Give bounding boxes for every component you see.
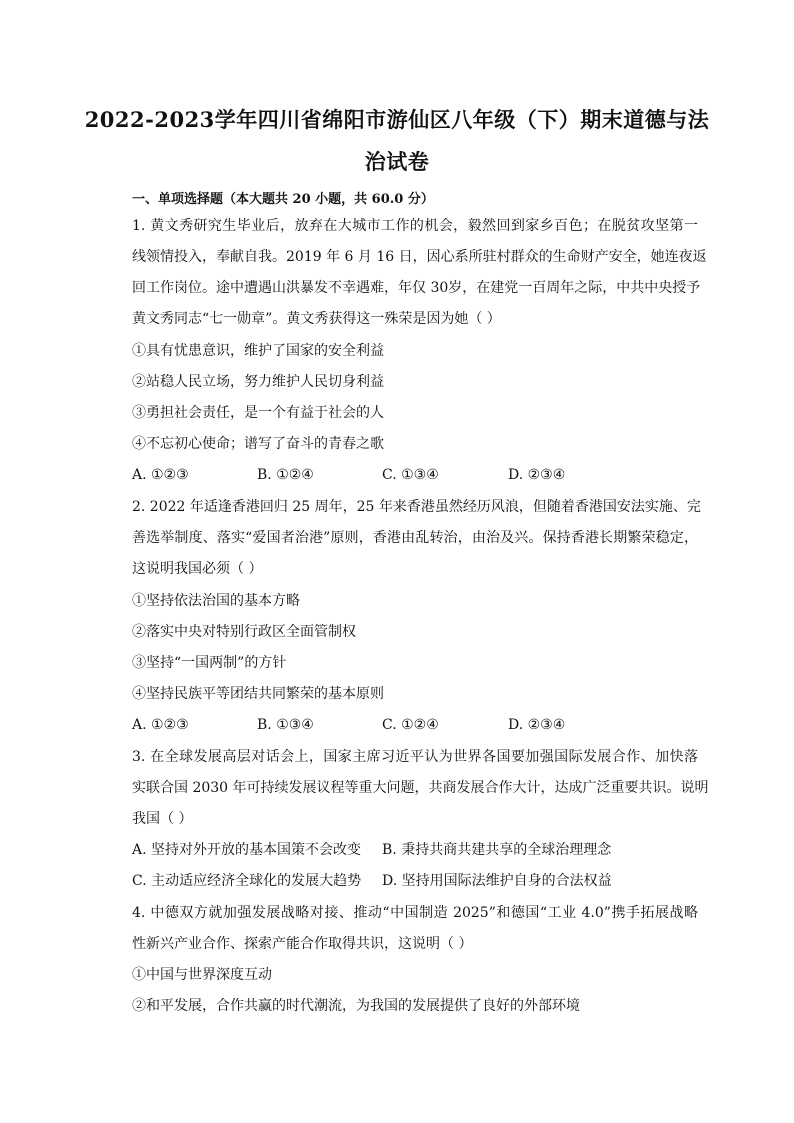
q3-choice-d[interactable]: D. 坚持用国际法维护自身的合法权益 xyxy=(382,873,612,889)
exam-title-line-1: 2022-2023学年四川省绵阳市游仙区八年级（下）期末道德与法 xyxy=(84,107,710,132)
q3-choice-b[interactable]: B. 秉持共商共建共享的全球治理理念 xyxy=(382,842,612,858)
q1-statement-1: ①具有忧患意识，维护了国家的安全利益 xyxy=(132,343,384,359)
q2-statement-3: ③坚持“一国两制”的方针 xyxy=(132,655,287,671)
q2-choice-c[interactable]: C. ①②④ xyxy=(382,717,439,733)
q1-stem-line-4: 黄文秀同志“七一勋章”。黄文秀获得这一殊荣是因为她（ ） xyxy=(132,311,501,327)
q2-choice-d[interactable]: D. ②③④ xyxy=(508,717,566,733)
q2-stem-line-1: 2. 2022 年适逢香港回归 25 周年，25 年来香港虽然经历风浪，但随着香港国安法实施、完 xyxy=(132,499,701,515)
q1-stem-line-1: 1. 黄文秀研究生毕业后，放弃在大城市工作的机会，毅然回到家乡百色；在脱贫攻坚第一 xyxy=(132,218,698,234)
q1-choice-b[interactable]: B. ①②④ xyxy=(257,467,314,483)
q4-stem-line-2: 性新兴产业合作、探索产能合作取得共识，这说明（ ） xyxy=(132,936,473,952)
q3-choice-a[interactable]: A. 坚持对外开放的基本国策不会改变 xyxy=(132,842,362,858)
q1-statement-3: ③勇担社会责任，是一个有益于社会的人 xyxy=(132,405,384,421)
q2-statement-4: ④坚持民族平等团结共同繁荣的基本原则 xyxy=(132,686,384,702)
q3-choice-c[interactable]: C. 主动适应经济全球化的发展大趋势 xyxy=(132,873,362,889)
q3-stem-line-3: 我国（ ） xyxy=(132,811,193,827)
q2-stem-line-2: 善选举制度、落实“爱国者治港”原则，香港由乱转治，由治及兴。保持香港长期繁荣稳定， xyxy=(132,530,698,546)
q4-stem-line-1: 4. 中德双方就加强发展战略对接、推动“中国制造 2025”和德国“工业 4.0”携手拓展战略 xyxy=(132,905,698,921)
q4-statement-2: ②和平发展，合作共赢的时代潮流，为我国的发展提供了良好的外部环境 xyxy=(132,998,580,1014)
q2-choice-a[interactable]: A. ①②③ xyxy=(132,717,189,733)
q1-stem-line-3: 回工作岗位。途中遭遇山洪暴发不幸遇难，年仅 30岁，在建党一百周年之际，中共中央授予 xyxy=(132,280,701,296)
section-heading: 一、单项选择题（本大题共 20 小题，共 60.0 分） xyxy=(132,192,434,207)
q4-statement-1: ①中国与世界深度互动 xyxy=(132,967,272,983)
exam-title-line-2: 治试卷 xyxy=(364,149,430,174)
q2-statement-1: ①坚持依法治国的基本方略 xyxy=(132,593,300,609)
q3-stem-line-1: 3. 在全球发展高层对话会上，国家主席习近平认为世界各国要加强国际发展合作、加快落 xyxy=(132,749,698,765)
q1-choice-a[interactable]: A. ①②③ xyxy=(132,467,189,483)
q1-statement-4: ④不忘初心使命；谱写了奋斗的青春之歌 xyxy=(132,436,384,452)
q2-choice-b[interactable]: B. ①③④ xyxy=(257,717,314,733)
q1-statement-2: ②站稳人民立场，努力维护人民切身利益 xyxy=(132,374,384,390)
q1-stem-line-2: 线领情投入，奉献自我。2019 年 6 月 16 日，因心系所驻村群众的生命财产安全，她连夜返 xyxy=(132,249,707,265)
q1-choice-d[interactable]: D. ②③④ xyxy=(508,467,566,483)
q2-stem-line-3: 这说明我国必须（ ） xyxy=(132,561,263,577)
q1-choice-c[interactable]: C. ①③④ xyxy=(382,467,439,483)
q3-stem-line-2: 实联合国 2030 年可持续发展议程等重大问题，共商发展合作大计，达成广泛重要共识。说明 xyxy=(132,780,709,796)
q2-statement-2: ②落实中央对特别行政区全面管制权 xyxy=(132,624,356,640)
